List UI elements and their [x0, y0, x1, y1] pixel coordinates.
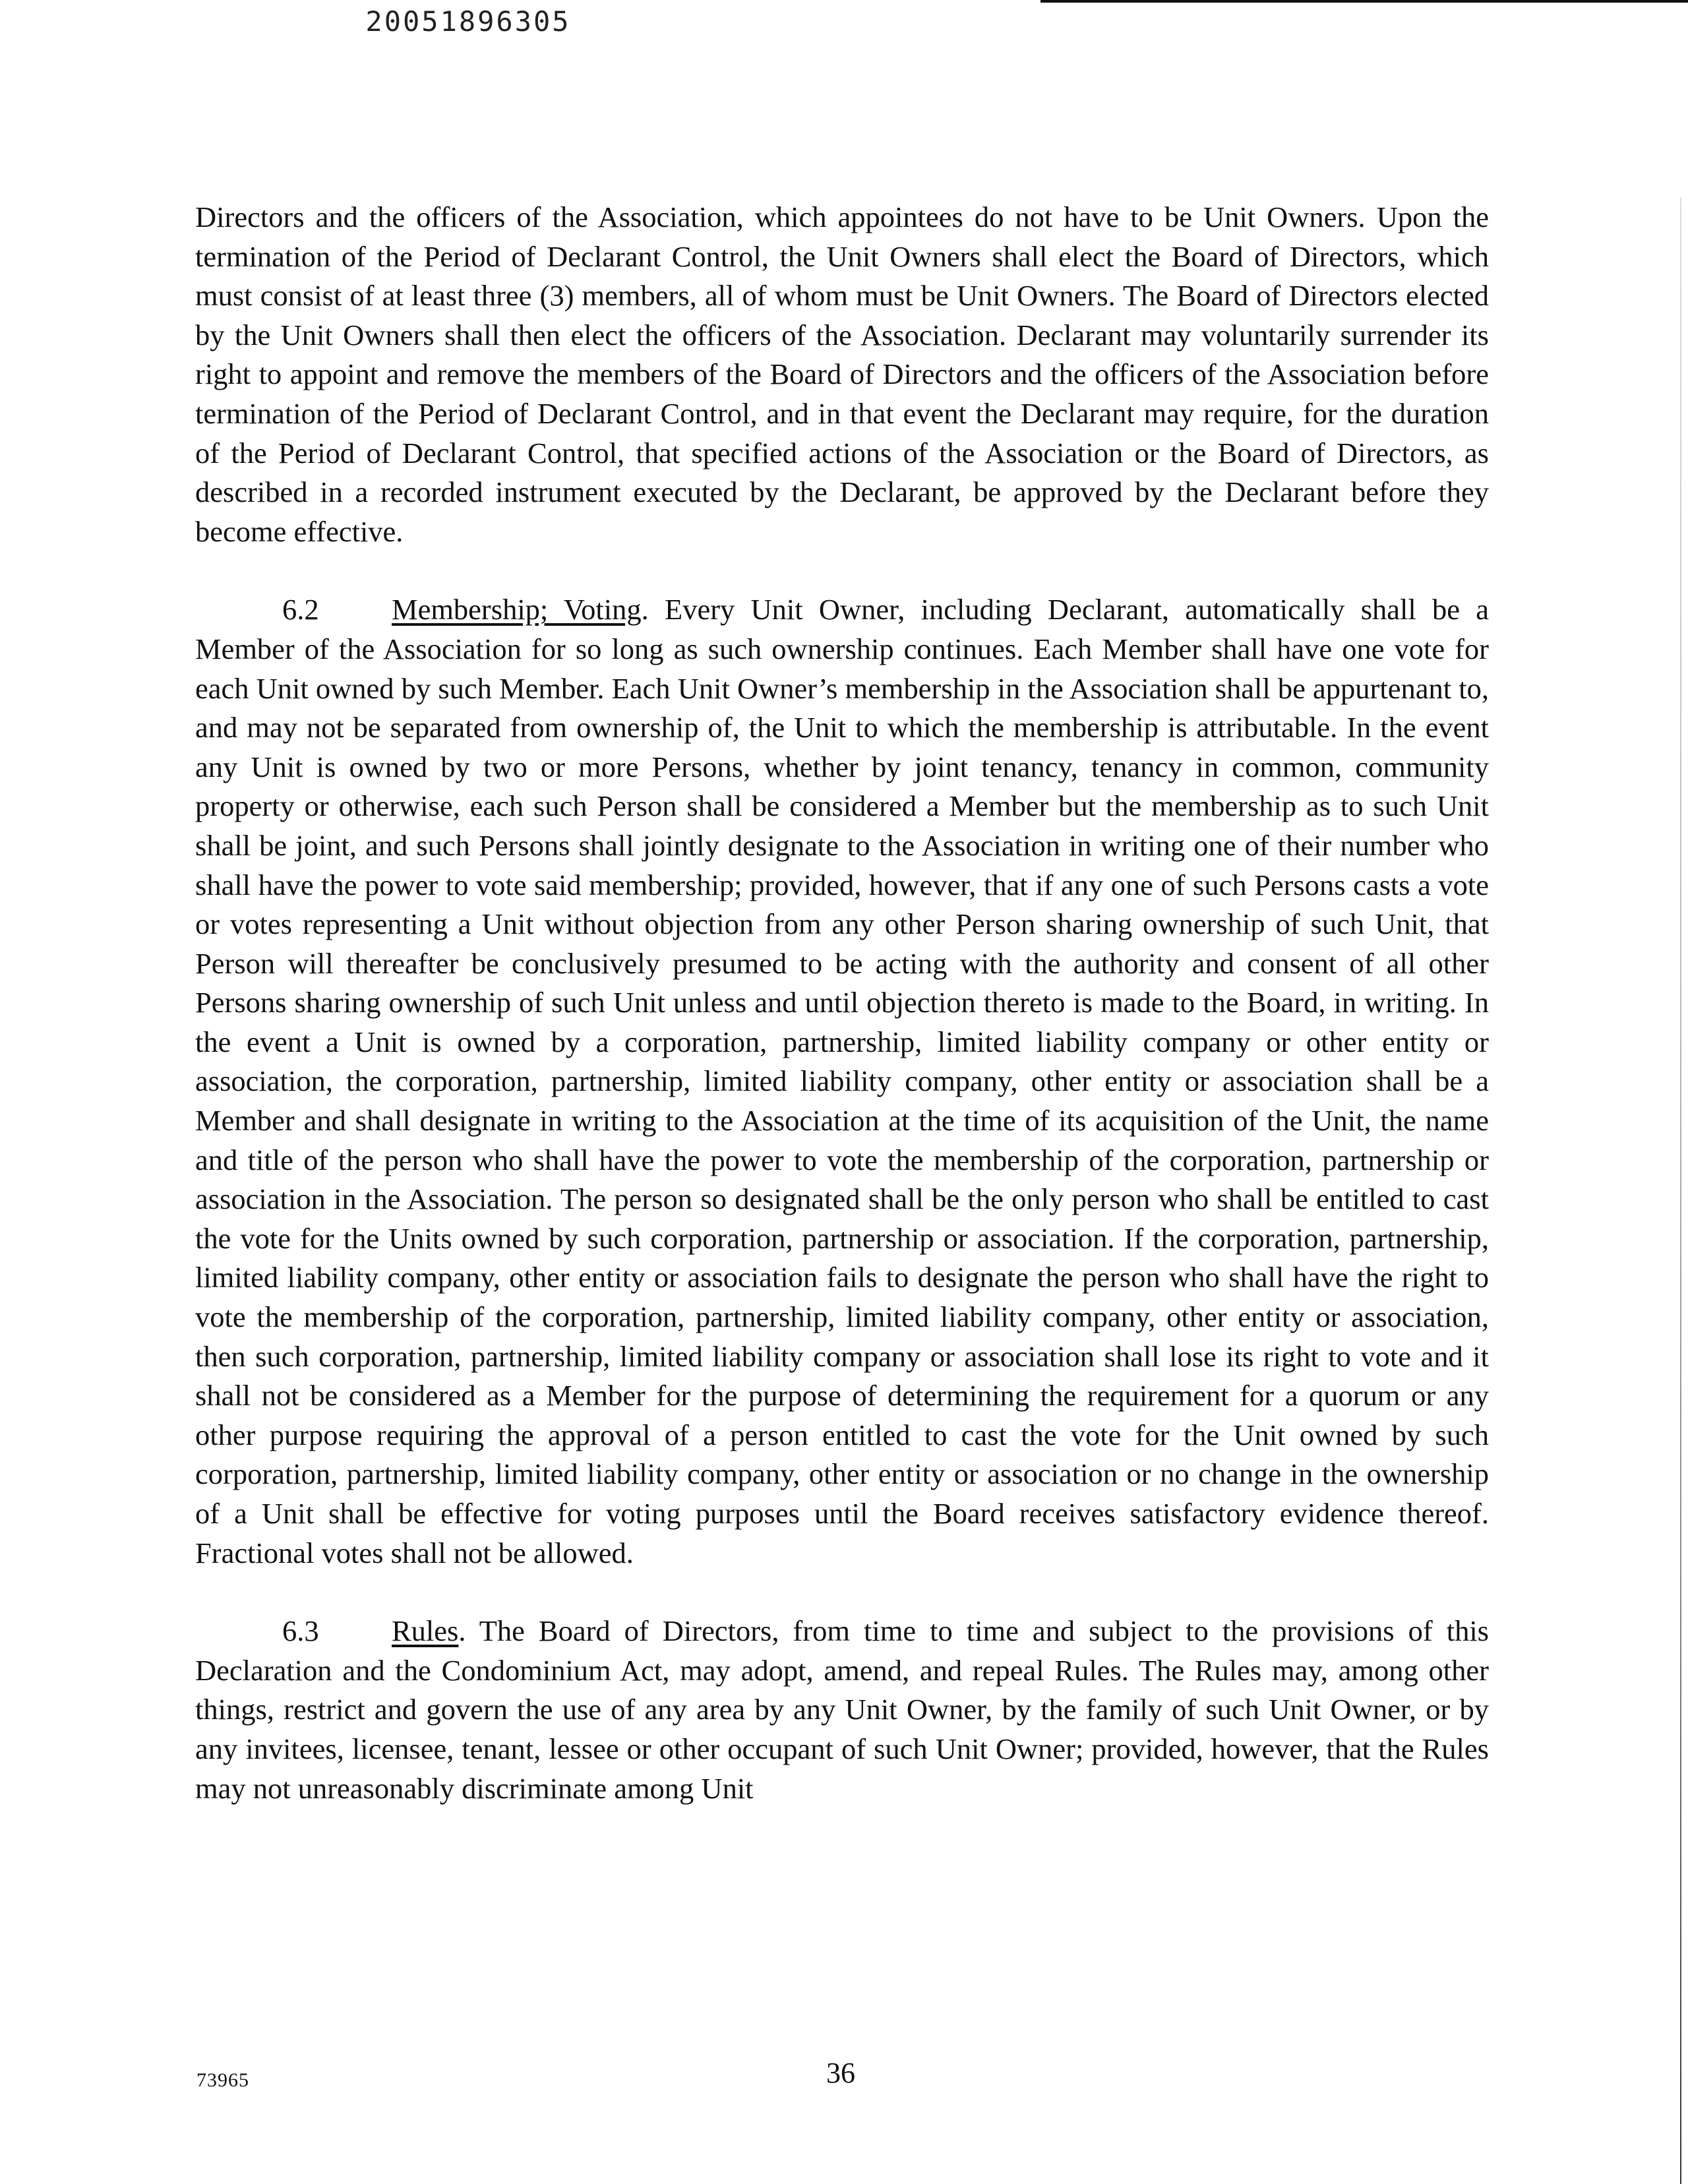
- page-footer: [0, 2056, 1688, 2102]
- document-page: [195, 198, 1489, 1808]
- section-text: . The Board of Directors, from time to time and subject to the provisions of this Declaration and the Condominium Act, may adopt, amend, and repeal Rules. The Rules may, among other things, restrict and govern the use of any area by any Unit Owner, by the family of such Unit Owner, or by any invitees, licensee, tenant, lessee or other occupant of such Unit Owner; provided, however, that the Rules may not unreasonably discriminate among Unit: [195, 1614, 1489, 1805]
- document-code: 73965: [196, 2069, 249, 2091]
- section-number: 6.2: [282, 593, 319, 626]
- section-text: . Every Unit Owner, including Declarant, automatically shall be a Member of the Association for so long as such ownership continues. Each Member shall have one vote for each Unit owned by such Member. Each Unit Owner’s membership in the Association shall be appurtenant to, and may not be separated from ownership of, the Unit to which the membership is attributable. In the event any Unit is owned by two or more Persons, whether by joint tenancy, tenancy in common, community property or otherwise, each such Person shall be considered a Member but the membership as to such Unit shall be joint, and such Persons shall jointly designate to the Association in writing one of their number who shall have the power to vote said membership; provided, however, that if any one of such Persons casts a vote or votes representing a Unit without objection from any other Person sharing ownership of such Unit, that Person will thereafter be conclusively presumed to be acting with the authority and consent of all other Persons sharing ownership of such Unit unless and until objection thereto is made to the Board, in writing. In the event a Unit is owned by a corporation, partnership, limited liability company or other entity or association, the corporation, partnership, limited liability company, other entity or association shall be a Member and shall designate in writing to the Association at the time of its acquisition of the Unit, the name and title of the person who shall have the power to vote the membership of the corporation, partnership or association in the Association. The person so designated shall be the only person who shall be entitled to cast the vote for the Units owned by such corporation, partnership or association. If the corporation, partnership, limited liability company, other entity or association fails to designate the person who shall have the right to vote the membership of the corporation, partnership, limited liability company, other entity or association, then such corporation, partnership, limited liability company or association shall lose its right to vote and it shall not be considered as a Member for the purpose of determining the requirement for a quorum or any other purpose requiring the approval of a person entitled to cast the vote for the Unit owned by such corporation, partnership, limited liability company, other entity or association or no change in the ownership of a Unit shall be effective for voting purposes until the Board receives satisfactory evidence thereof. Fractional votes shall not be allowed.: [195, 593, 1489, 1569]
- section-number: 6.3: [282, 1614, 319, 1648]
- continuation-paragraph: Directors and the officers of the Association, which appointees do not have to be Unit Owners. Upon the termination of the Period of Declarant Control, the Unit Owners shall elect the Board of Directors, which must consist of at least three (3) members, all of whom must be Unit Owners. The Board of Directors elected by the Unit Owners shall then elect the officers of the Association. Declarant may voluntarily surrender its right to appoint and remove the members of the Board of Directors and the officers of the Association before termination of the Period of Declarant Control, and in that event the Declarant may require, for the duration of the Period of Declarant Control, that specified actions of the Association or the Board of Directors, as described in a recorded instrument executed by the Declarant, be approved by the Declarant before they become effective.: [195, 200, 1489, 548]
- section-6-2-paragraph: [195, 590, 1489, 1573]
- section-title: Rules: [392, 1614, 459, 1648]
- scan-edge-line: [1680, 198, 1681, 2184]
- top-rule: [1040, 0, 1688, 3]
- recording-number: 20051896305: [365, 5, 571, 38]
- section-title: Membership; Voting: [392, 593, 642, 626]
- section-6-3-paragraph: [195, 1612, 1489, 1808]
- page-number: 36: [826, 2057, 855, 2089]
